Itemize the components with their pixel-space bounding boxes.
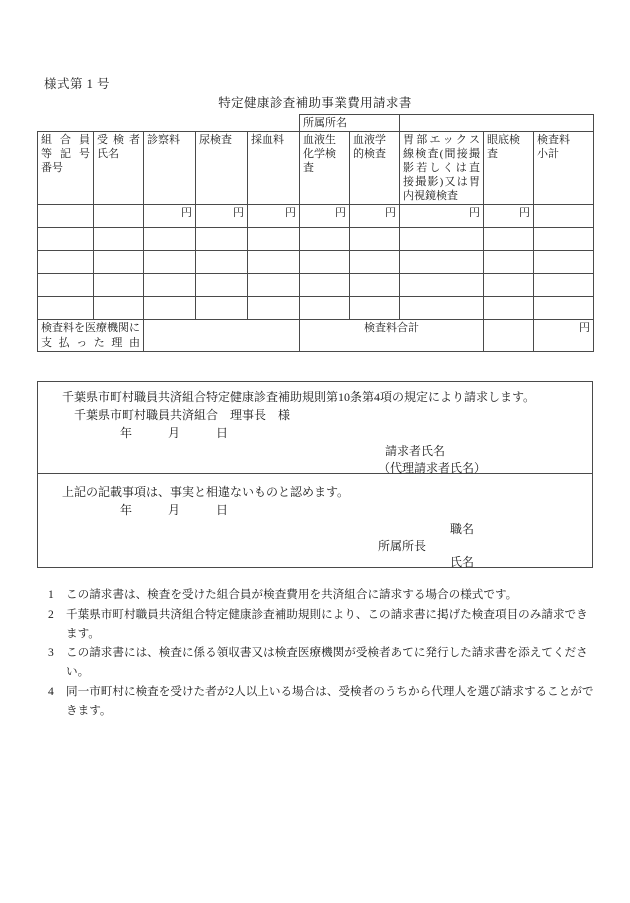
claimant-name-label: 請求者氏名 [385, 444, 446, 458]
col-header-stomach-xray [400, 132, 484, 205]
office-head-name-label: 氏名 [450, 555, 475, 569]
note-text: 同一市町村に検査を受けた者が2人以上いる場合は、受検者のうちから代理人を選び請求することができます。 [66, 684, 594, 717]
cell-examinee-name[interactable] [94, 228, 144, 251]
hdr-line: 等記号 [41, 148, 90, 161]
hdr-line: 査 [487, 148, 498, 161]
note-item [44, 644, 596, 682]
note-number: 4 [48, 684, 54, 698]
cell-blood-biochemistry[interactable]: 円 [300, 205, 350, 228]
table-row [38, 228, 594, 251]
cell-stomach-xray[interactable] [400, 297, 484, 320]
form-number: 様式第 1 号 [44, 77, 111, 91]
hdr-line: 尿検査 [199, 134, 232, 147]
table-row [38, 205, 594, 228]
hdr-line: 内視鏡検査 [403, 190, 458, 203]
cell-examinee-name[interactable] [94, 251, 144, 274]
affiliation-value-cell[interactable] [400, 115, 594, 132]
hdr-line: 的検査 [353, 148, 386, 161]
cell-blood-draw-fee[interactable] [248, 274, 300, 297]
cell-blood-biochemistry[interactable] [300, 228, 350, 251]
cell-blood-biochemistry[interactable] [300, 251, 350, 274]
note-item [44, 606, 596, 644]
col-header-blood-biochemistry [300, 132, 350, 205]
cell-stomach-xray[interactable] [400, 274, 484, 297]
col-header-exam-fee-subtotal [534, 132, 594, 205]
cell-blood-draw-fee[interactable] [248, 251, 300, 274]
claim-table [37, 114, 594, 352]
claim-statement-line1: 千葉県市町村職員共済組合特定健康診査補助規則第10条第4項の規定により請求します。 [62, 390, 536, 404]
total-value-cell[interactable]: 円 [534, 320, 594, 351]
affiliation-label-cell: 所属所名 [300, 115, 400, 132]
col-header-examinee-name [94, 132, 144, 205]
hdr-line: 血液生 [303, 134, 336, 147]
cell-blood-draw-fee[interactable] [248, 228, 300, 251]
cell-consultation-fee[interactable] [144, 297, 196, 320]
cell-exam-fee-subtotal[interactable] [534, 251, 594, 274]
hdr-line: 検査料 [537, 134, 570, 147]
office-head-label: 所属所長 [378, 539, 427, 553]
table-row [38, 274, 594, 297]
notes-list [44, 586, 596, 721]
cell-consultation-fee[interactable] [144, 228, 196, 251]
affiliation-row [38, 115, 594, 132]
document-title: 特定健康診査補助事業費用請求書 [218, 96, 412, 110]
total-blank-cell[interactable] [484, 320, 534, 351]
hdr-line: 眼底検 [487, 134, 520, 147]
hdr-line: 接撮影)又は胃 [403, 176, 480, 189]
hdr-line: 受検者 [97, 134, 140, 147]
note-number: 1 [48, 588, 54, 601]
table-row [38, 297, 594, 320]
hdr-line: 診察料 [147, 134, 180, 147]
note-number: 2 [48, 607, 54, 621]
cell-hematology[interactable]: 円 [350, 205, 400, 228]
cell-fundus-exam[interactable] [484, 228, 534, 251]
col-header-consultation-fee [144, 132, 196, 205]
cell-hematology[interactable] [350, 228, 400, 251]
hdr-line: 氏名 [97, 148, 119, 161]
spacer-cell [94, 115, 144, 132]
total-row [38, 320, 594, 351]
cell-consultation-fee[interactable] [144, 251, 196, 274]
cell-member-number[interactable] [38, 274, 94, 297]
hdr-line: 血液学 [353, 134, 386, 147]
proxy-claimant-name-label: （代理請求者氏名） [378, 461, 487, 475]
note-text: この請求書は、検査を受けた組合員が検査費用を共済組合に請求する場合の様式です。 [66, 588, 518, 601]
cell-urine-test[interactable] [196, 228, 248, 251]
note-number: 3 [48, 646, 54, 660]
hdr-line: 番号 [41, 162, 63, 175]
cell-urine-test[interactable] [196, 274, 248, 297]
note-item [44, 586, 596, 605]
cell-examinee-name[interactable] [94, 274, 144, 297]
cell-consultation-fee[interactable] [144, 274, 196, 297]
confirmation-statement-box [37, 474, 593, 568]
confirmation-date-line[interactable]: 年 月 日 [120, 503, 229, 517]
cell-fundus-exam[interactable] [484, 274, 534, 297]
cell-blood-draw-fee[interactable] [248, 297, 300, 320]
hdr-line: 採血料 [251, 134, 284, 147]
cell-urine-test[interactable]: 円 [196, 205, 248, 228]
spacer-cell [248, 115, 300, 132]
hdr-line: 影若しくは直 [403, 162, 480, 175]
cell-urine-test[interactable] [196, 251, 248, 274]
col-header-fundus-exam [484, 132, 534, 205]
cell-exam-fee-subtotal[interactable] [534, 228, 594, 251]
note-item [44, 683, 596, 721]
column-header-row [38, 132, 594, 205]
cell-member-number[interactable] [38, 228, 94, 251]
col-header-blood-draw-fee [248, 132, 300, 205]
cell-fundus-exam[interactable] [484, 297, 534, 320]
cell-stomach-xray[interactable] [400, 228, 484, 251]
cell-member-number[interactable] [38, 297, 94, 320]
cell-examinee-name[interactable] [94, 297, 144, 320]
hdr-line: 化学検 [303, 148, 336, 161]
hdr-line: 組合員 [41, 134, 90, 147]
claim-date-line[interactable]: 年 月 日 [120, 426, 229, 440]
col-header-member-number [38, 132, 94, 205]
spacer-cell [38, 115, 94, 132]
spacer-cell [196, 115, 248, 132]
cell-stomach-xray[interactable]: 円 [400, 205, 484, 228]
cell-exam-fee-subtotal[interactable] [534, 297, 594, 320]
reason-value-cell[interactable] [144, 320, 300, 351]
claim-statement-box [37, 381, 593, 474]
cell-stomach-xray[interactable] [400, 251, 484, 274]
cell-blood-draw-fee[interactable]: 円 [248, 205, 300, 228]
hdr-line: 線検査(間接撮 [403, 148, 480, 161]
position-title-label: 職名 [450, 522, 475, 536]
cell-urine-test[interactable] [196, 297, 248, 320]
col-header-hematology [350, 132, 400, 205]
cell-consultation-fee[interactable]: 円 [144, 205, 196, 228]
cell-fundus-exam[interactable] [484, 251, 534, 274]
note-text: 千葉県市町村職員共済組合特定健康診査補助規則により、この請求書に掲げた検査項目のみ請求できます。 [66, 607, 588, 640]
note-text: この請求書には、検査に係る領収書又は検査医療機関が受検者あてに発行した請求書を添えてください。 [66, 646, 588, 679]
col-header-urine-test [196, 132, 248, 205]
confirmation-statement-line1: 上記の記載事項は、事実と相違ないものと認めます。 [62, 485, 350, 499]
total-label-cell: 検査料合計 [300, 320, 484, 351]
table-row [38, 251, 594, 274]
cell-blood-biochemistry[interactable] [300, 274, 350, 297]
cell-exam-fee-subtotal[interactable] [534, 274, 594, 297]
cell-blood-biochemistry[interactable] [300, 297, 350, 320]
cell-exam-fee-subtotal[interactable] [534, 205, 594, 228]
hdr-line: 胃部エックス [403, 134, 480, 147]
hdr-line: 査 [303, 162, 314, 175]
cell-hematology[interactable] [350, 297, 400, 320]
cell-examinee-name[interactable] [94, 205, 144, 228]
cell-hematology[interactable] [350, 274, 400, 297]
hdr-line: 小計 [537, 148, 559, 161]
cell-hematology[interactable] [350, 251, 400, 274]
claim-addressee-line: 千葉県市町村職員共済組合 理事長 様 [74, 408, 291, 422]
cell-fundus-exam[interactable]: 円 [484, 205, 534, 228]
reason-label-cell: 検査料を医療機関に支払った理由 [38, 320, 144, 351]
cell-member-number[interactable] [38, 205, 94, 228]
cell-member-number[interactable] [38, 251, 94, 274]
spacer-cell [144, 115, 196, 132]
